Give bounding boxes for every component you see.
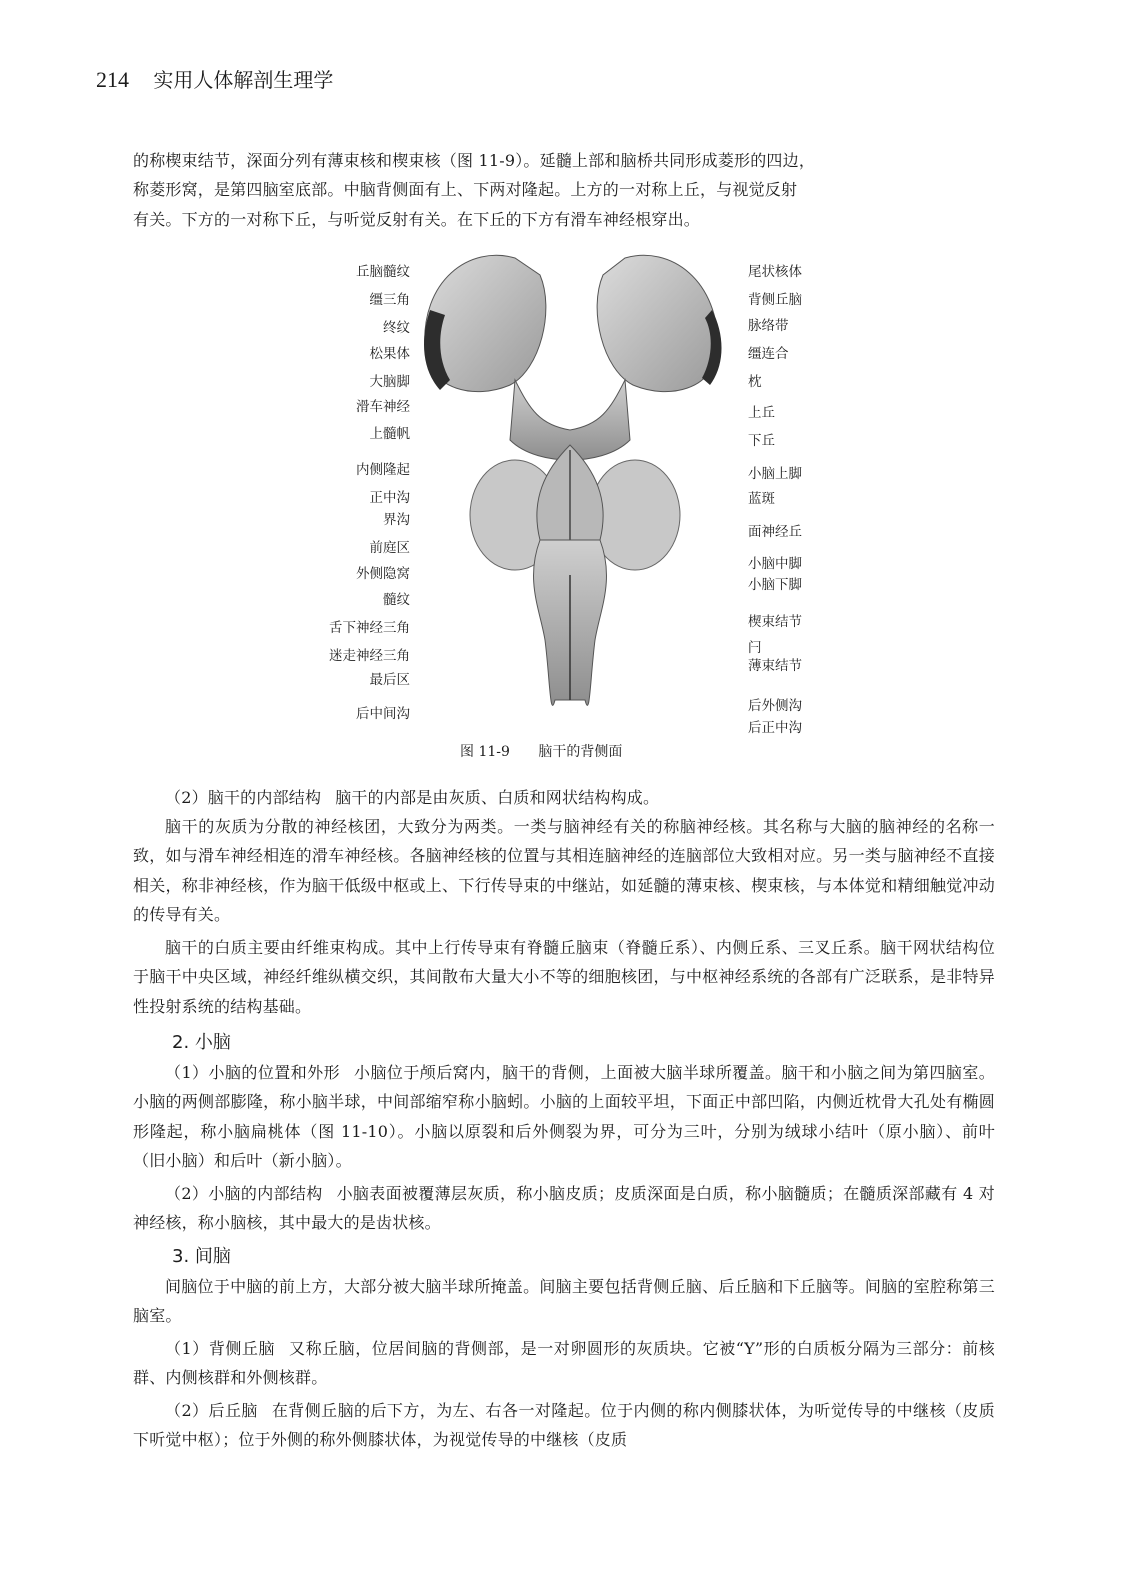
label-pineal-body: 松果体 <box>369 346 410 362</box>
label-lateral-recess: 外侧隐窝 <box>356 566 410 582</box>
figure-caption <box>460 741 622 761</box>
label-median-sulcus: 正中沟 <box>369 490 410 506</box>
page-number: 214 <box>96 67 129 92</box>
label-superior-cerebellar-peduncle: 小脑上脚 <box>748 466 802 482</box>
paragraph-body: 脑干的内部是由灰质、白质和网状结构构成。 <box>335 788 660 807</box>
diencephalon-intro-paragraph: 间脑位于中脑的前上方，大部分被大脑半球所掩盖。间脑主要包括背侧丘脑、后丘脑和下丘脑等。间脑的室腔称第三脑室。 <box>133 1277 995 1326</box>
paragraph-lead: （2）后丘脑 <box>165 1401 258 1420</box>
label-middle-cerebellar-peduncle: 小脑中脚 <box>748 556 802 572</box>
intro-paragraph <box>133 146 995 234</box>
label-posterior-median-sulcus: 后正中沟 <box>748 720 802 736</box>
gray-matter-paragraph: 脑干的灰质为分散的神经核团，大致分为两类。一类与脑神经有关的称脑神经核。其名称与大脑的脑神经的名称一致，如与滑车神经相连的滑车神经核。各脑神经核的位置与其相连脑神经的连脑部位大致相对应。另一类与脑神经不直接相关，称非神经核，作为脑干低级中枢或上、下行传导束的中继站，如延髓的薄束核、楔束核，与本体觉和精细触觉冲动的传导有关。 <box>133 817 995 924</box>
figure-number: 图 11-9 <box>460 744 510 760</box>
label-posterior-intermediate-sulcus: 后中间沟 <box>356 706 410 722</box>
label-locus-coeruleus: 蓝斑 <box>748 491 775 507</box>
label-gracile-tubercle: 薄束结节 <box>748 658 802 674</box>
label-inferior-colliculus: 下丘 <box>748 433 775 449</box>
paragraph-lead: （2）小脑的内部结构 <box>165 1184 323 1203</box>
label-thalamic-stria: 丘脑髓纹 <box>356 264 410 280</box>
label-trochlear-nerve: 滑车神经 <box>356 399 410 415</box>
intro-line: 称菱形窝，是第四脑室底部。中脑背侧面有上、下两对隆起。上方的一对称上丘，与视觉反射 <box>133 180 798 200</box>
label-superior-medullary-velum: 上髓帆 <box>369 426 410 442</box>
intro-line: 有关。下方的一对称下丘，与听觉反射有关。在下丘的下方有滑车神经根穿出。 <box>133 209 701 229</box>
running-header <box>96 64 333 93</box>
label-pulvinar: 枕 <box>748 374 762 390</box>
label-obex: 闩 <box>748 640 762 656</box>
label-cerebral-peduncle: 大脑脚 <box>369 374 410 390</box>
label-inferior-cerebellar-peduncle: 小脑下脚 <box>748 577 802 593</box>
label-superior-colliculus: 上丘 <box>748 405 775 421</box>
label-posterolateral-sulcus: 后外侧沟 <box>748 698 802 714</box>
white-matter-paragraph: 脑干的白质主要由纤维束构成。其中上行传导束有脊髓丘脑束（脊髓丘系）、内侧丘系、三叉丘系。脑干网状结构位于脑干中央区域，神经纤维纵横交织，其间散布大量大小不等的细胞核团，与中枢神经系统的各部有广泛联系，是非特异性投射系统的结构基础。 <box>133 938 995 1016</box>
label-vestibular-area: 前庭区 <box>369 540 410 556</box>
paragraph-body: 又称丘脑，位居间脑的背侧部，是一对卵圆形的灰质块。它被“Y”形的白质板分隔为三部分：前核群、内侧核群和外侧核群。 <box>133 1339 995 1388</box>
paragraph-body: 在背侧丘脑的后下方，为左、右各一对隆起。位于内侧的称内侧膝状体，为听觉传导的中继核（皮质下听觉中枢）；位于外侧的称外侧膝状体，为视觉传导的中继核（皮质 <box>133 1401 995 1450</box>
cerebellum-structure-paragraph <box>133 1179 995 1238</box>
label-facial-colliculus: 面神经丘 <box>748 524 802 540</box>
section-heading-cerebellum: 2. 小脑 <box>172 1032 231 1053</box>
figure-title: 脑干的背侧面 <box>538 744 623 760</box>
paragraph-lead: （1）小脑的位置和外形 <box>165 1063 341 1082</box>
label-habenular-commissure: 缰连合 <box>748 346 789 362</box>
paragraph-lead: （2）脑干的内部结构 <box>165 788 322 807</box>
label-stria-terminalis: 终纹 <box>383 320 410 336</box>
label-medullary-striae: 髓纹 <box>383 592 410 608</box>
label-cuneate-tubercle: 楔束结节 <box>748 614 802 630</box>
brainstem-figure <box>300 240 840 760</box>
label-sulcus-limitans: 界沟 <box>383 512 410 528</box>
book-title: 实用人体解剖生理学 <box>153 68 334 92</box>
paragraph-body: 小脑表面被覆薄层灰质，称小脑皮质；皮质深面是白质，称小脑髓质；在髓质深部藏有 4 对神经核，称小脑核，其中最大的是齿状核。 <box>133 1184 995 1233</box>
label-choroid-band: 脉络带 <box>748 318 789 334</box>
label-habenular-trigone: 缰三角 <box>369 292 410 308</box>
brainstem-internal-heading-paragraph <box>133 783 995 812</box>
section-heading-diencephalon: 3. 间脑 <box>172 1246 231 1267</box>
label-area-postrema: 最后区 <box>369 672 410 688</box>
label-medial-eminence: 内侧隆起 <box>356 462 410 478</box>
metathalamus-paragraph <box>133 1396 995 1455</box>
label-hypoglossal-triangle: 舌下神经三角 <box>329 620 410 636</box>
paragraph-body: 小脑位于颅后窝内，脑干的背侧，上面被大脑半球所覆盖。脑干和小脑之间为第四脑室。小脑的两侧部膨隆，称小脑半球，中间部缩窄称小脑蚓。小脑的上面较平坦，下面正中部凹陷，内侧近枕骨大孔处有椭圆形隆起，称小脑扁桃体（图 11-10）。小脑以原裂和后外侧裂为界，可分为三叶，分别为绒球小结叶（原小脑）、前叶（旧小脑）和后叶（新小脑）。 <box>133 1063 995 1170</box>
cerebellum-position-paragraph <box>133 1058 995 1175</box>
label-caudate-body: 尾状核体 <box>748 264 802 280</box>
paragraph-lead: （1）背侧丘脑 <box>165 1339 276 1358</box>
label-vagal-triangle: 迷走神经三角 <box>329 648 410 664</box>
intro-line: 的称楔束结节，深面分列有薄束核和楔束核（图 11-9）。延髓上部和脑桥共同形成菱形的四边， <box>133 151 816 170</box>
dorsal-thalamus-paragraph <box>133 1334 995 1393</box>
label-dorsal-thalamus: 背侧丘脑 <box>748 292 802 308</box>
